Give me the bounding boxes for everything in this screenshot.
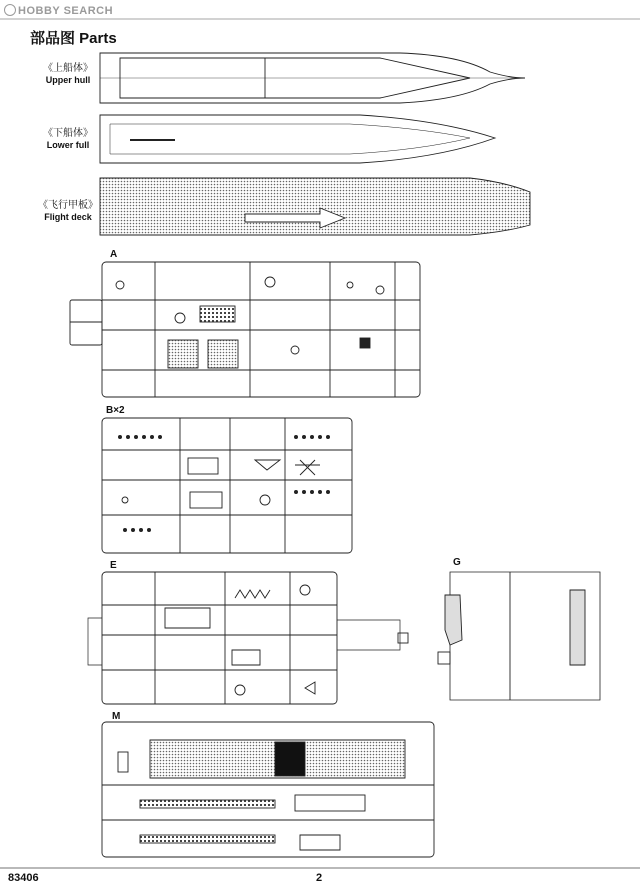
product-code: 83406 xyxy=(8,872,39,884)
upper-hull-en: Upper hull xyxy=(45,75,91,85)
flight-deck-en: Flight deck xyxy=(44,212,92,222)
sprue-e-letter: E xyxy=(110,560,117,571)
sprue-g-drawing xyxy=(438,572,600,700)
flight-deck-cn: 《飞行甲板》 xyxy=(38,200,98,211)
sprue-m-letter: M xyxy=(112,711,121,722)
sprue-e-drawing xyxy=(88,572,408,704)
flight-deck-drawing xyxy=(100,178,530,235)
sprue-g-letter: G xyxy=(453,557,461,568)
page-title: 部品图 Parts xyxy=(30,30,117,47)
sprue-b-drawing xyxy=(102,418,352,553)
lower-hull-cn: 《下船体》 xyxy=(43,128,93,139)
upper-hull-drawing xyxy=(100,53,525,103)
lower-hull-en: Lower full xyxy=(46,140,90,150)
sprue-b-letter: B×2 xyxy=(106,405,125,416)
upper-hull-cn: 《上船体》 xyxy=(43,63,93,74)
sprue-m-drawing xyxy=(102,722,434,857)
sprue-a-letter: A xyxy=(110,249,118,260)
lower-hull-drawing xyxy=(100,115,495,163)
sprue-a-drawing xyxy=(70,262,420,397)
watermark-text: HOBBY SEARCH xyxy=(18,5,114,17)
page-number: 2 xyxy=(316,872,323,884)
